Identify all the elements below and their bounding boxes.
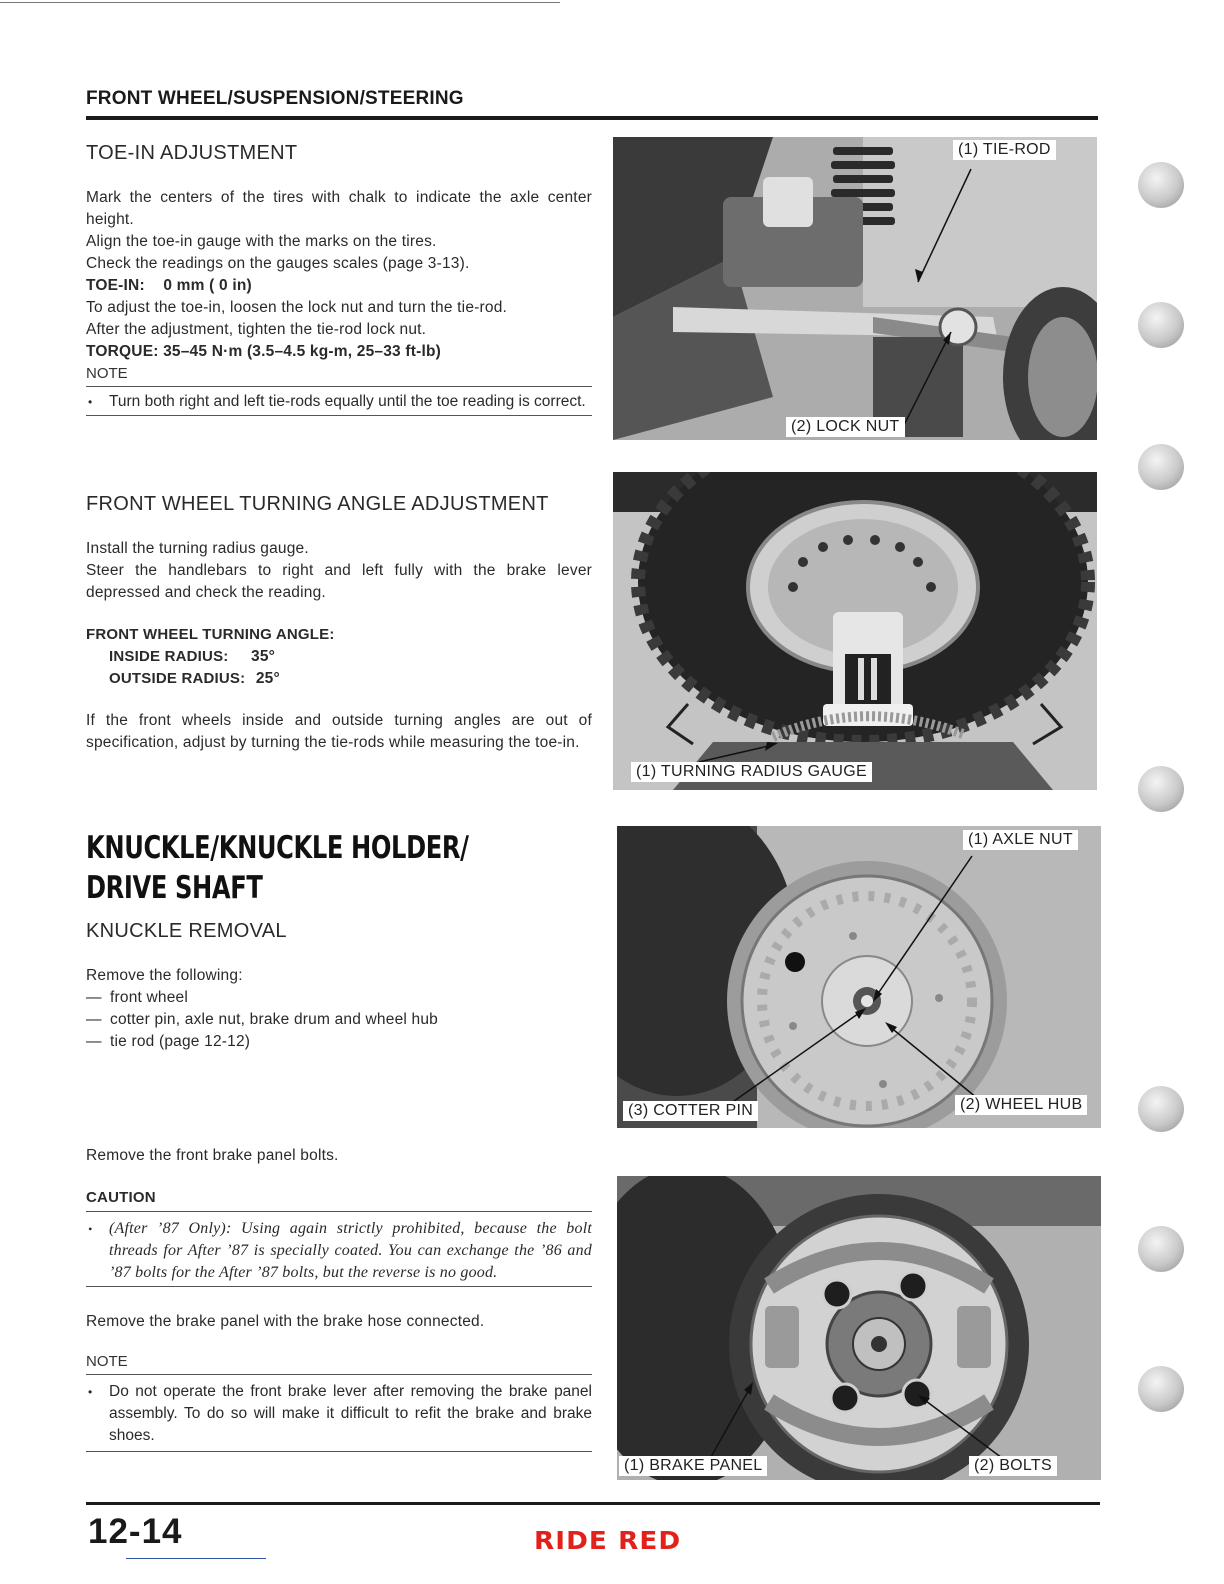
- toe-in-spec-label: TOE-IN:: [86, 277, 145, 294]
- callout-lock-nut: (2) LOCK NUT: [786, 417, 905, 437]
- callout-cotter-pin: (3) COTTER PIN: [623, 1101, 758, 1121]
- index-tab-dot: [1138, 1366, 1184, 1412]
- turning-angle-step-2: Steer the handlebars to right and left fully with the brake lever depressed and check the reading.: [86, 562, 592, 601]
- figure-tie-rod-photo: [613, 137, 1097, 440]
- knuckle-removal-intro: Remove the following:: [86, 967, 243, 984]
- turning-angle-spec-title: FRONT WHEEL TURNING ANGLE:: [86, 626, 335, 643]
- toe-in-note-label: NOTE: [86, 365, 128, 382]
- knuckle-title-line-2: DRIVE SHAFT: [86, 870, 263, 906]
- toe-in-note-box: [86, 386, 592, 416]
- knuckle-removal-item: — tie rod (page 12-12): [86, 1031, 592, 1053]
- index-tab-dot: [1138, 302, 1184, 348]
- callout-tie-rod: (1) TIE-ROD: [953, 140, 1056, 160]
- outside-radius-label: OUTSIDE RADIUS:: [109, 670, 246, 687]
- toe-in-step-3: Check the readings on the gauges scales (page 3-13).: [86, 255, 470, 272]
- header-rule: [86, 116, 1098, 120]
- brake-panel-step: Remove the brake panel with the brake hose connected.: [86, 1313, 485, 1330]
- inside-radius-row: [86, 646, 592, 668]
- outside-radius-value: 25°: [255, 670, 280, 687]
- callout-brake-panel: (1) BRAKE PANEL: [619, 1456, 767, 1476]
- footer-rule: [86, 1502, 1100, 1505]
- section-title: FRONT WHEEL/SUSPENSION/STEERING: [86, 88, 464, 109]
- page-number-underline: [126, 1558, 266, 1559]
- knuckle-section: [86, 828, 592, 1053]
- brake-note-box: [86, 1374, 592, 1452]
- turning-angle-step-3: If the front wheels inside and outside turning angles are out of specification, adjust by turning the tie-rods while measuring the toe-in.: [86, 712, 592, 751]
- toe-in-spec: [86, 275, 592, 297]
- toe-in-spec-value: 0 mm ( 0 in): [163, 277, 252, 294]
- brake-bolts-step: Remove the front brake panel bolts.: [86, 1147, 339, 1164]
- index-tab-dot: [1138, 766, 1184, 812]
- knuckle-removal-heading: KNUCKLE REMOVAL: [86, 920, 287, 942]
- outside-radius-row: [86, 668, 592, 690]
- top-edge-rule: [0, 2, 560, 3]
- brake-note-text: • Do not operate the front brake lever after removing the brake panel assembly. To do so will make it difficult to refit the brake and brake shoes.: [86, 1381, 592, 1447]
- page-header: [86, 88, 1098, 120]
- index-tab-dot: [1138, 1086, 1184, 1132]
- axle-nut-photo-image: [617, 826, 1101, 1128]
- callout-axle-nut: (1) AXLE NUT: [963, 830, 1078, 850]
- tie-rod-photo-image: [613, 137, 1097, 440]
- brand-logo: RIDE RED: [534, 1526, 682, 1555]
- toe-in-section: [86, 142, 592, 416]
- index-tab-dot: [1138, 1226, 1184, 1272]
- inside-radius-value: 35°: [251, 648, 276, 665]
- toe-in-step-2: Align the toe-in gauge with the marks on the tires.: [86, 233, 437, 250]
- caution-box: [86, 1211, 592, 1287]
- figure-turning-gauge-photo: [613, 472, 1097, 790]
- toe-in-torque: TORQUE: 35–45 N·m (3.5–4.5 kg-m, 25–33 ft-lb): [86, 343, 442, 360]
- toe-in-note-bullet: • Turn both right and left tie-rods equally until the toe reading is correct.: [86, 391, 592, 413]
- callout-bolts: (2) BOLTS: [969, 1456, 1057, 1476]
- callout-wheel-hub: (2) WHEEL HUB: [955, 1095, 1087, 1115]
- toe-in-step-4: To adjust the toe-in, loosen the lock nut and turn the tie-rod.: [86, 299, 508, 316]
- figure-brake-panel-photo: [617, 1176, 1101, 1480]
- knuckle-removal-item: — cotter pin, axle nut, brake drum and wheel hub: [86, 1009, 592, 1031]
- callout-turning-radius-gauge: (1) TURNING RADIUS GAUGE: [631, 762, 872, 782]
- caution-label: CAUTION: [86, 1189, 156, 1206]
- turning-angle-section: [86, 493, 592, 754]
- turning-angle-heading: FRONT WHEEL TURNING ANGLE ADJUSTMENT: [86, 493, 549, 515]
- turning-gauge-photo-image: [613, 472, 1097, 790]
- knuckle-title-line-1: KNUCKLE/KNUCKLE HOLDER/: [86, 830, 469, 866]
- toe-in-step-1: Mark the centers of the tires with chalk to indicate the axle center height.: [86, 189, 592, 228]
- brake-panel-photo-image: [617, 1176, 1101, 1480]
- toe-in-step-5: After the adjustment, tighten the tie-rod lock nut.: [86, 321, 427, 338]
- brake-note-label: NOTE: [86, 1353, 128, 1370]
- inside-radius-label: INSIDE RADIUS:: [109, 648, 229, 665]
- toe-in-heading: TOE-IN ADJUSTMENT: [86, 142, 298, 164]
- index-tab-dot: [1138, 444, 1184, 490]
- turning-angle-step-1: Install the turning radius gauge.: [86, 540, 309, 557]
- knuckle-removal-item: — front wheel: [86, 987, 592, 1009]
- brake-panel-section: [86, 1145, 592, 1452]
- caution-text: • (After ’87 Only): Using again strictly prohibited, because the bolt threads for After ’87 is specially coated. You can exchange the ’86 and ’87 bolts for the After ’87 bolts, but the reverse is no good.: [86, 1218, 592, 1284]
- page-number: 12-14: [88, 1512, 183, 1551]
- figure-axle-nut-photo: [617, 826, 1101, 1128]
- index-tab-dot: [1138, 162, 1184, 208]
